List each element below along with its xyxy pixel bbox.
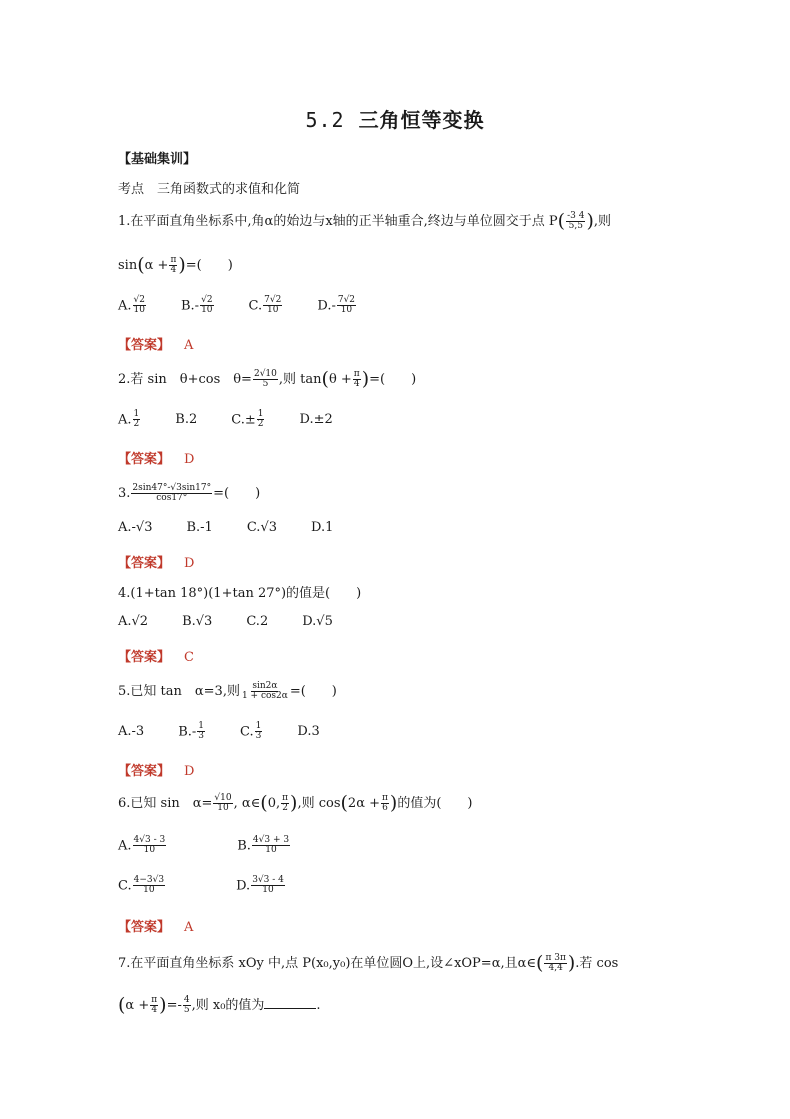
question-7-line-1: 7.在平面直角坐标系 xOy 中,点 P(x₀,y₀)在单位圆O上,设∠xOP=α,且α∈( $\frac{\pi 3\pi}{4,4}$ ).若 cos [118, 952, 619, 974]
answer-3: 【答案】 D [118, 556, 195, 571]
question-2-options: A. $\frac{1}{2}$ B.2 C.± $\frac{1}{2}$ D.±2 [118, 409, 333, 430]
topic-heading: 考点 三角函数式的求值和化简 [118, 182, 301, 197]
question-5-options: A.-3 B.- $\frac{1}{3}$ C. $\frac{1}{3}$ D.3 [118, 721, 320, 742]
question-1-line-1: 1.在平面直角坐标系中,角α的始边与x轴的正半轴重合,终边与单位圆交于点 P( $\frac{-3 4}{5,5}$ ),则 [118, 210, 612, 232]
answer-blank[interactable] [264, 996, 316, 1009]
answer-1: 【答案】 A [118, 338, 194, 353]
question-4: 4.(1+tan 18°)(1+tan 27°)的值是( ) [118, 586, 362, 601]
question-6-options-cd: C. $\frac{4-3√3}{10}$ D. $\frac{3√3 - 4}{10}$ [118, 875, 284, 896]
question-3-options: A.-√3 B.-1 C.√3 D.1 [118, 520, 334, 535]
section-number: 5.2 [305, 108, 345, 132]
question-1-line-2: sin(α + $\frac{\pi}{4}$ )=( ) [118, 254, 233, 276]
answer-5: 【答案】 D [118, 764, 195, 779]
question-4-options: A.√2 B.√3 C.2 D.√5 [118, 614, 333, 629]
question-1-options: A. $\frac{√2}{10}$ B.- $\frac{√2}{10}$ C. $\frac{7√2}{10}$ D.- $\frac{7√2}{10}$ [118, 295, 356, 316]
question-6-options-ab: A. $\frac{4√3 - 3}{10}$ B. $\frac{4√3 + 3}{10}$ [118, 835, 290, 856]
answer-2: 【答案】 D [118, 452, 195, 467]
title-text: 三角恒等变换 [358, 108, 485, 132]
question-5: 5.已知 tan α=3,则 $\frac{\sin 2\alpha}{1 + \cos 2\alpha}$ =( ) [118, 680, 337, 701]
answer-6: 【答案】 A [118, 920, 194, 935]
page-title [0, 104, 790, 133]
answer-4: 【答案】 C [118, 650, 194, 665]
question-6: 6.已知 sin α= $\frac{√10}{10}$ , α∈(0, $\frac{\pi}{2}$ ),则 cos(2α + $\frac{\pi}{6}$ )的值为( ) [118, 792, 473, 814]
question-7-line-2: (α + $\frac{\pi}{4}$ )=- $\frac{4}{5}$ ,则 x₀的值为 . [118, 994, 321, 1016]
section-heading: 【基础集训】 [118, 152, 197, 167]
question-2: 2.若 sin θ+cos θ= $\frac{2√10}{5}$ ,则 tan(θ + $\frac{\pi}{4}$ )=( ) [118, 368, 417, 390]
question-3: 3. $\frac{2\sin 47^\circ-√3\sin 17^\circ}{\cos 17^\circ}$ =( ) [118, 482, 261, 503]
